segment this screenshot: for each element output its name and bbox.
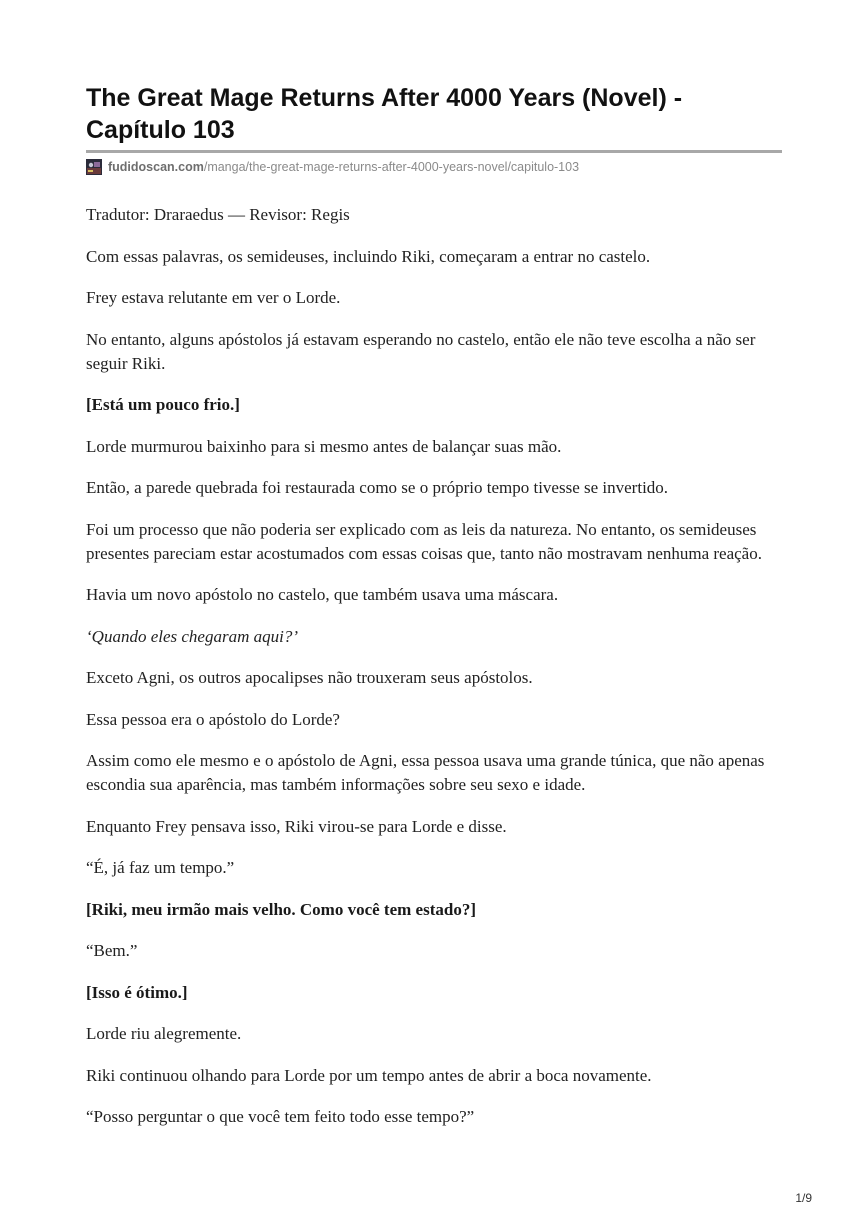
paragraph: Assim como ele mesmo e o apóstolo de Agni, essa pessoa usava uma grande túnica, que não apenas escondia sua aparência, mas também informações sobre seu sexo e idade. — [86, 751, 765, 794]
fudidoscan-favicon-icon — [86, 159, 102, 175]
title-divider — [86, 150, 782, 153]
paragraph: Frey estava relutante em ver o Lorde. — [86, 288, 341, 307]
paragraph: Lorde riu alegremente. — [86, 1024, 242, 1043]
paragraph: “Bem.” — [86, 941, 138, 960]
paragraph: “Posso perguntar o que você tem feito todo esse tempo?” — [86, 1107, 475, 1126]
chapter-body — [86, 203, 786, 1147]
source-link[interactable] — [86, 158, 579, 176]
italic-thought: ‘Quando eles chegaram aqui?’ — [86, 626, 298, 646]
bold-dialogue: [Riki, meu irmão mais velho. Como você tem estado?] — [86, 899, 476, 919]
bold-dialogue: [Está um pouco frio.] — [86, 395, 240, 414]
paragraph: Exceto Agni, os outros apocalipses não trouxeram seus apóstolos. — [86, 668, 533, 687]
paragraph: Enquanto Frey pensava isso, Riki virou-se para Lorde e disse. — [86, 816, 507, 836]
paragraph: Riki continuou olhando para Lorde por um tempo antes de abrir a boca novamente. — [86, 1065, 652, 1085]
paragraph: Tradutor: Draraedus — Revisor: Regis — [86, 205, 350, 224]
paragraph: “É, já faz um tempo.” — [86, 858, 235, 877]
paragraph: No entanto, alguns apóstolos já estavam esperando no castelo, então ele não teve escolha a não ser seguir Riki. — [86, 329, 756, 373]
paragraph: Havia um novo apóstolo no castelo, que também usava uma máscara. — [86, 585, 559, 604]
paragraph: Foi um processo que não poderia ser explicado com as leis da natureza. No entanto, os semideuses presentes pareciam estar acostumados com essas coisas que, tanto não mostravam nenhuma reação. — [86, 519, 762, 563]
source-path[interactable]: /manga/the-great-mage-returns-after-4000-years-novel/capitulo-103 — [203, 160, 580, 174]
paragraph: Com essas palavras, os semideuses, incluindo Riki, começaram a entrar no castelo. — [86, 246, 651, 266]
paragraph: Lorde murmurou baixinho para si mesmo antes de balançar suas mão. — [86, 436, 562, 456]
paragraph: Essa pessoa era o apóstolo do Lorde? — [86, 709, 340, 729]
source-domain[interactable]: fudidoscan.com — [108, 160, 204, 174]
page-number: 1/9 — [795, 1191, 812, 1205]
bold-dialogue: [Isso é ótimo.] — [86, 982, 188, 1002]
page-title: The Great Mage Returns After 4000 Years (Novel) - Capítulo 103 — [86, 84, 683, 144]
paragraph: Então, a parede quebrada foi restaurada como se o próprio tempo tivesse se invertido. — [86, 478, 669, 497]
